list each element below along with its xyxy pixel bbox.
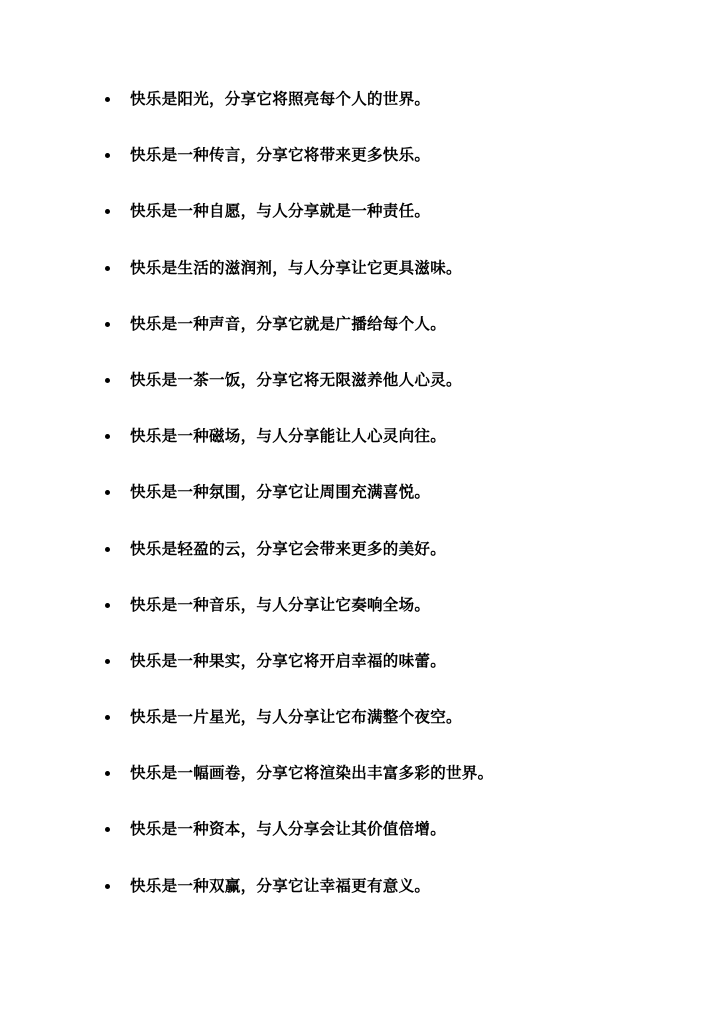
list-item-text: 快乐是一幅画卷，分享它将渲染出丰富多彩的世界。 xyxy=(130,763,494,783)
list-item xyxy=(105,592,685,648)
bullet-point-icon xyxy=(105,884,110,889)
list-item-text: 快乐是一种传言，分享它将带来更多快乐。 xyxy=(130,145,431,165)
list-item-text: 快乐是一种资本，与人分享会让其价值倍增。 xyxy=(130,819,447,839)
bullet-point-icon xyxy=(105,715,110,720)
list-item-text: 快乐是一种音乐，与人分享让它奏响全场。 xyxy=(130,594,431,614)
list-item-text: 快乐是一种磁场，与人分享能让人心灵向往。 xyxy=(130,426,447,446)
bullet-list xyxy=(105,86,685,929)
list-item-text: 快乐是一茶一饭，分享它将无限滋养他人心灵。 xyxy=(130,369,462,389)
bullet-point-icon xyxy=(105,378,110,383)
bullet-point-icon xyxy=(105,603,110,608)
list-item xyxy=(105,86,685,142)
list-item xyxy=(105,255,685,311)
list-item-text: 快乐是一种声音，分享它就是广播给每个人。 xyxy=(130,313,447,333)
list-item xyxy=(105,648,685,704)
list-item xyxy=(105,423,685,479)
list-item xyxy=(105,367,685,423)
list-item xyxy=(105,873,685,929)
bullet-point-icon xyxy=(105,659,110,664)
list-item xyxy=(105,198,685,254)
list-item xyxy=(105,816,685,872)
list-item-text: 快乐是一种氛围，分享它让周围充满喜悦。 xyxy=(130,482,431,502)
list-item-text: 快乐是一种双赢，分享它让幸福更有意义。 xyxy=(130,875,431,895)
bullet-point-icon xyxy=(105,97,110,102)
bullet-point-icon xyxy=(105,547,110,552)
bullet-point-icon xyxy=(105,771,110,776)
list-item-text: 快乐是轻盈的云，分享它会带来更多的美好。 xyxy=(130,538,447,558)
list-item xyxy=(105,536,685,592)
bullet-point-icon xyxy=(105,266,110,271)
bullet-point-icon xyxy=(105,827,110,832)
list-item xyxy=(105,311,685,367)
list-item xyxy=(105,760,685,816)
list-item-text: 快乐是生活的滋润剂，与人分享让它更具滋味。 xyxy=(130,257,462,277)
list-item xyxy=(105,704,685,760)
list-item xyxy=(105,142,685,198)
list-item-text: 快乐是一片星光，与人分享让它布满整个夜空。 xyxy=(130,707,462,727)
list-item xyxy=(105,479,685,535)
list-item-text: 快乐是一种果实，分享它将开启幸福的味蕾。 xyxy=(130,650,447,670)
bullet-point-icon xyxy=(105,434,110,439)
bullet-point-icon xyxy=(105,490,110,495)
bullet-point-icon xyxy=(105,153,110,158)
list-item-text: 快乐是一种自愿，与人分享就是一种责任。 xyxy=(130,201,431,221)
list-item-text: 快乐是阳光，分享它将照亮每个人的世界。 xyxy=(130,89,431,108)
bullet-point-icon xyxy=(105,209,110,214)
bullet-point-icon xyxy=(105,322,110,327)
